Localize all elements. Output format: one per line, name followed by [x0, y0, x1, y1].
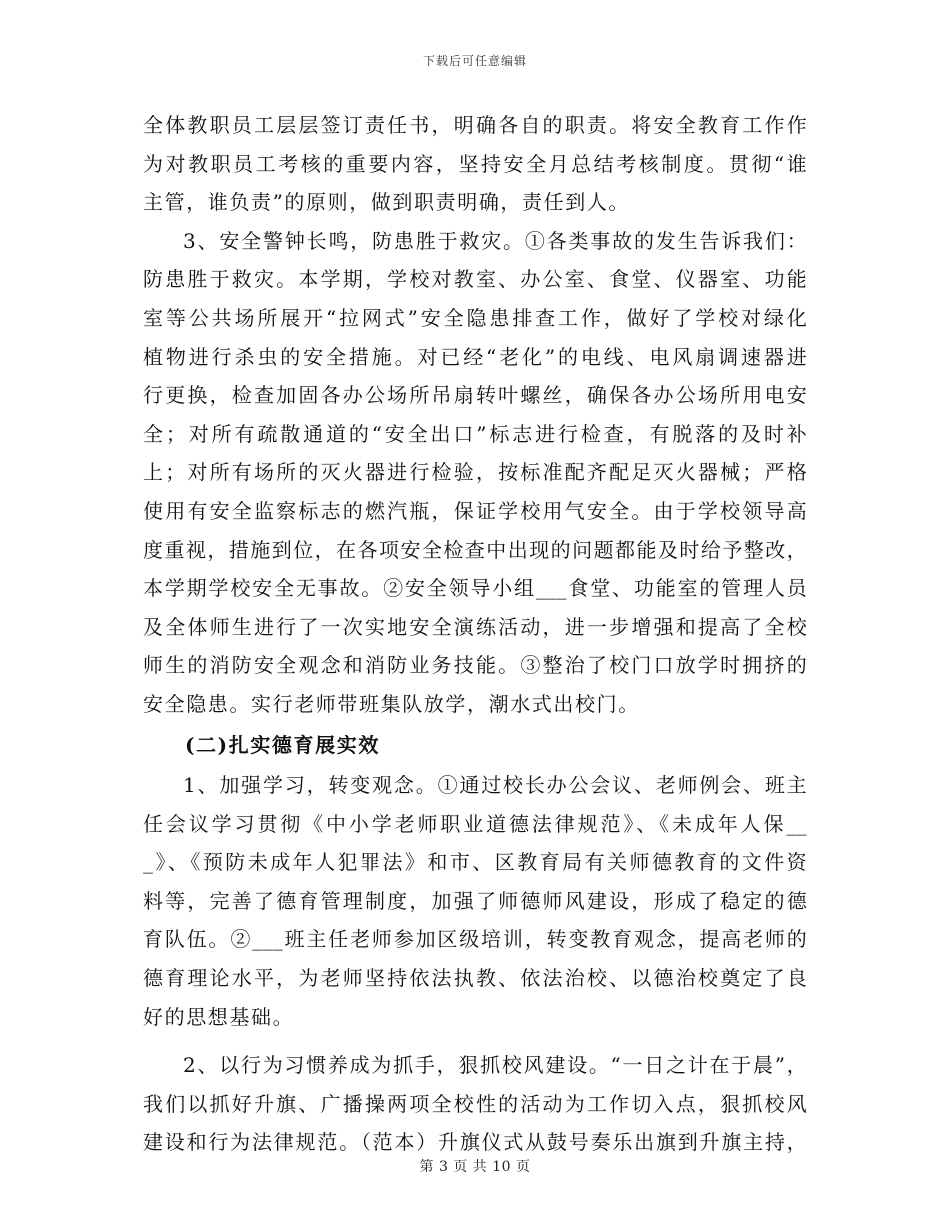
text-line: 使用有安全监察标志的燃汽瓶，保证学校用气安全。由于学校领导高: [143, 498, 807, 523]
text-line: 全；对所有疏散通道的“安全出口”标志进行检查，有脱落的及时补: [143, 421, 807, 446]
paragraph-gap: [143, 1036, 807, 1046]
text-line: 植物进行杀虫的安全措施。对已经“老化”的电线、电风扇调速器进: [143, 344, 807, 369]
page-header: 下载后可任意编辑: [422, 54, 527, 68]
text-line: 好的思想基础。: [143, 1004, 295, 1029]
text-line: 任会议学习贯彻《中小学老师职业道德法律规范》、《未成年人保__: [143, 811, 807, 836]
text-line: 及全体师生进行了一次实地安全演练活动，进一步增强和提高了全校: [143, 614, 807, 639]
text-line: 师生的消防安全观念和消防业务技能。③整治了校门口放学时拥挤的: [143, 653, 807, 678]
text-line: 本学期学校安全无事故。②安全领导小组___食堂、功能室的管理人员: [143, 576, 807, 601]
text-line: 德育理论水平，为老师坚持依法执教、依法治校、以德治校奠定了良: [143, 966, 807, 991]
text-line: 行更换，检查加固各办公场所吊扇转叶螺丝，确保各办公场所用电安: [143, 383, 807, 408]
text-line: 为对教职员工考核的重要内容，坚持安全月总结考核制度。贯彻“谁: [143, 151, 807, 176]
section-heading: (二)扎实德育展实效: [185, 732, 380, 757]
text-line: 上；对所有场所的灭火器进行检验，按标准配齐配足灭火器械；严格: [143, 460, 807, 485]
text-line: 1、加强学习，转变观念。①通过校长办公会议、老师例会、班主: [183, 773, 807, 798]
text-line: 度重视，措施到位，在各项安全检查中出现的问题都能及时给予整改，: [143, 537, 807, 562]
text-line: 2、以行为习惯养成为抓手，狠抓校风建设。“一日之计在于晨”，: [183, 1053, 807, 1078]
text-line: 防患胜于救灾。本学期，学校对教室、办公室、食堂、仪器室、功能: [143, 267, 807, 292]
text-line: _》、《预防未成年人犯罪法》和市、区教育局有关师德教育的文件资: [143, 850, 807, 875]
text-line: 料等，完善了德育管理制度，加强了师德师风建设，形成了稳定的德: [143, 888, 807, 913]
text-line: 安全隐患。实行老师带班集队放学，潮水式出校门。: [143, 691, 640, 716]
text-line: 主管，谁负责”的原则，做到职责明确，责任到人。: [143, 190, 631, 215]
document-body: [143, 106, 807, 1162]
text-line: 3、安全警钟长鸣，防患胜于救灾。①各类事故的发生告诉我们：: [183, 228, 807, 253]
text-line: 全体教职员工层层签订责任书，明确各自的职责。将安全教育工作作: [143, 113, 807, 137]
text-line: 建设和行为法律规范。（范本）升旗仪式从鼓号奏乐出旗到升旗主持，: [143, 1130, 807, 1155]
page-number: 第 3 页 共 10 页: [419, 1159, 531, 1175]
text-line: 我们以抓好升旗、广播操两项全校性的活动为工作切入点，狠抓校风: [143, 1091, 807, 1116]
text-line: 育队伍。②___班主任老师参加区级培训，转变教育观念，提高老师的: [143, 927, 807, 952]
text-line: 室等公共场所展开“拉网式”安全隐患排查工作，做好了学校对绿化: [143, 305, 807, 330]
